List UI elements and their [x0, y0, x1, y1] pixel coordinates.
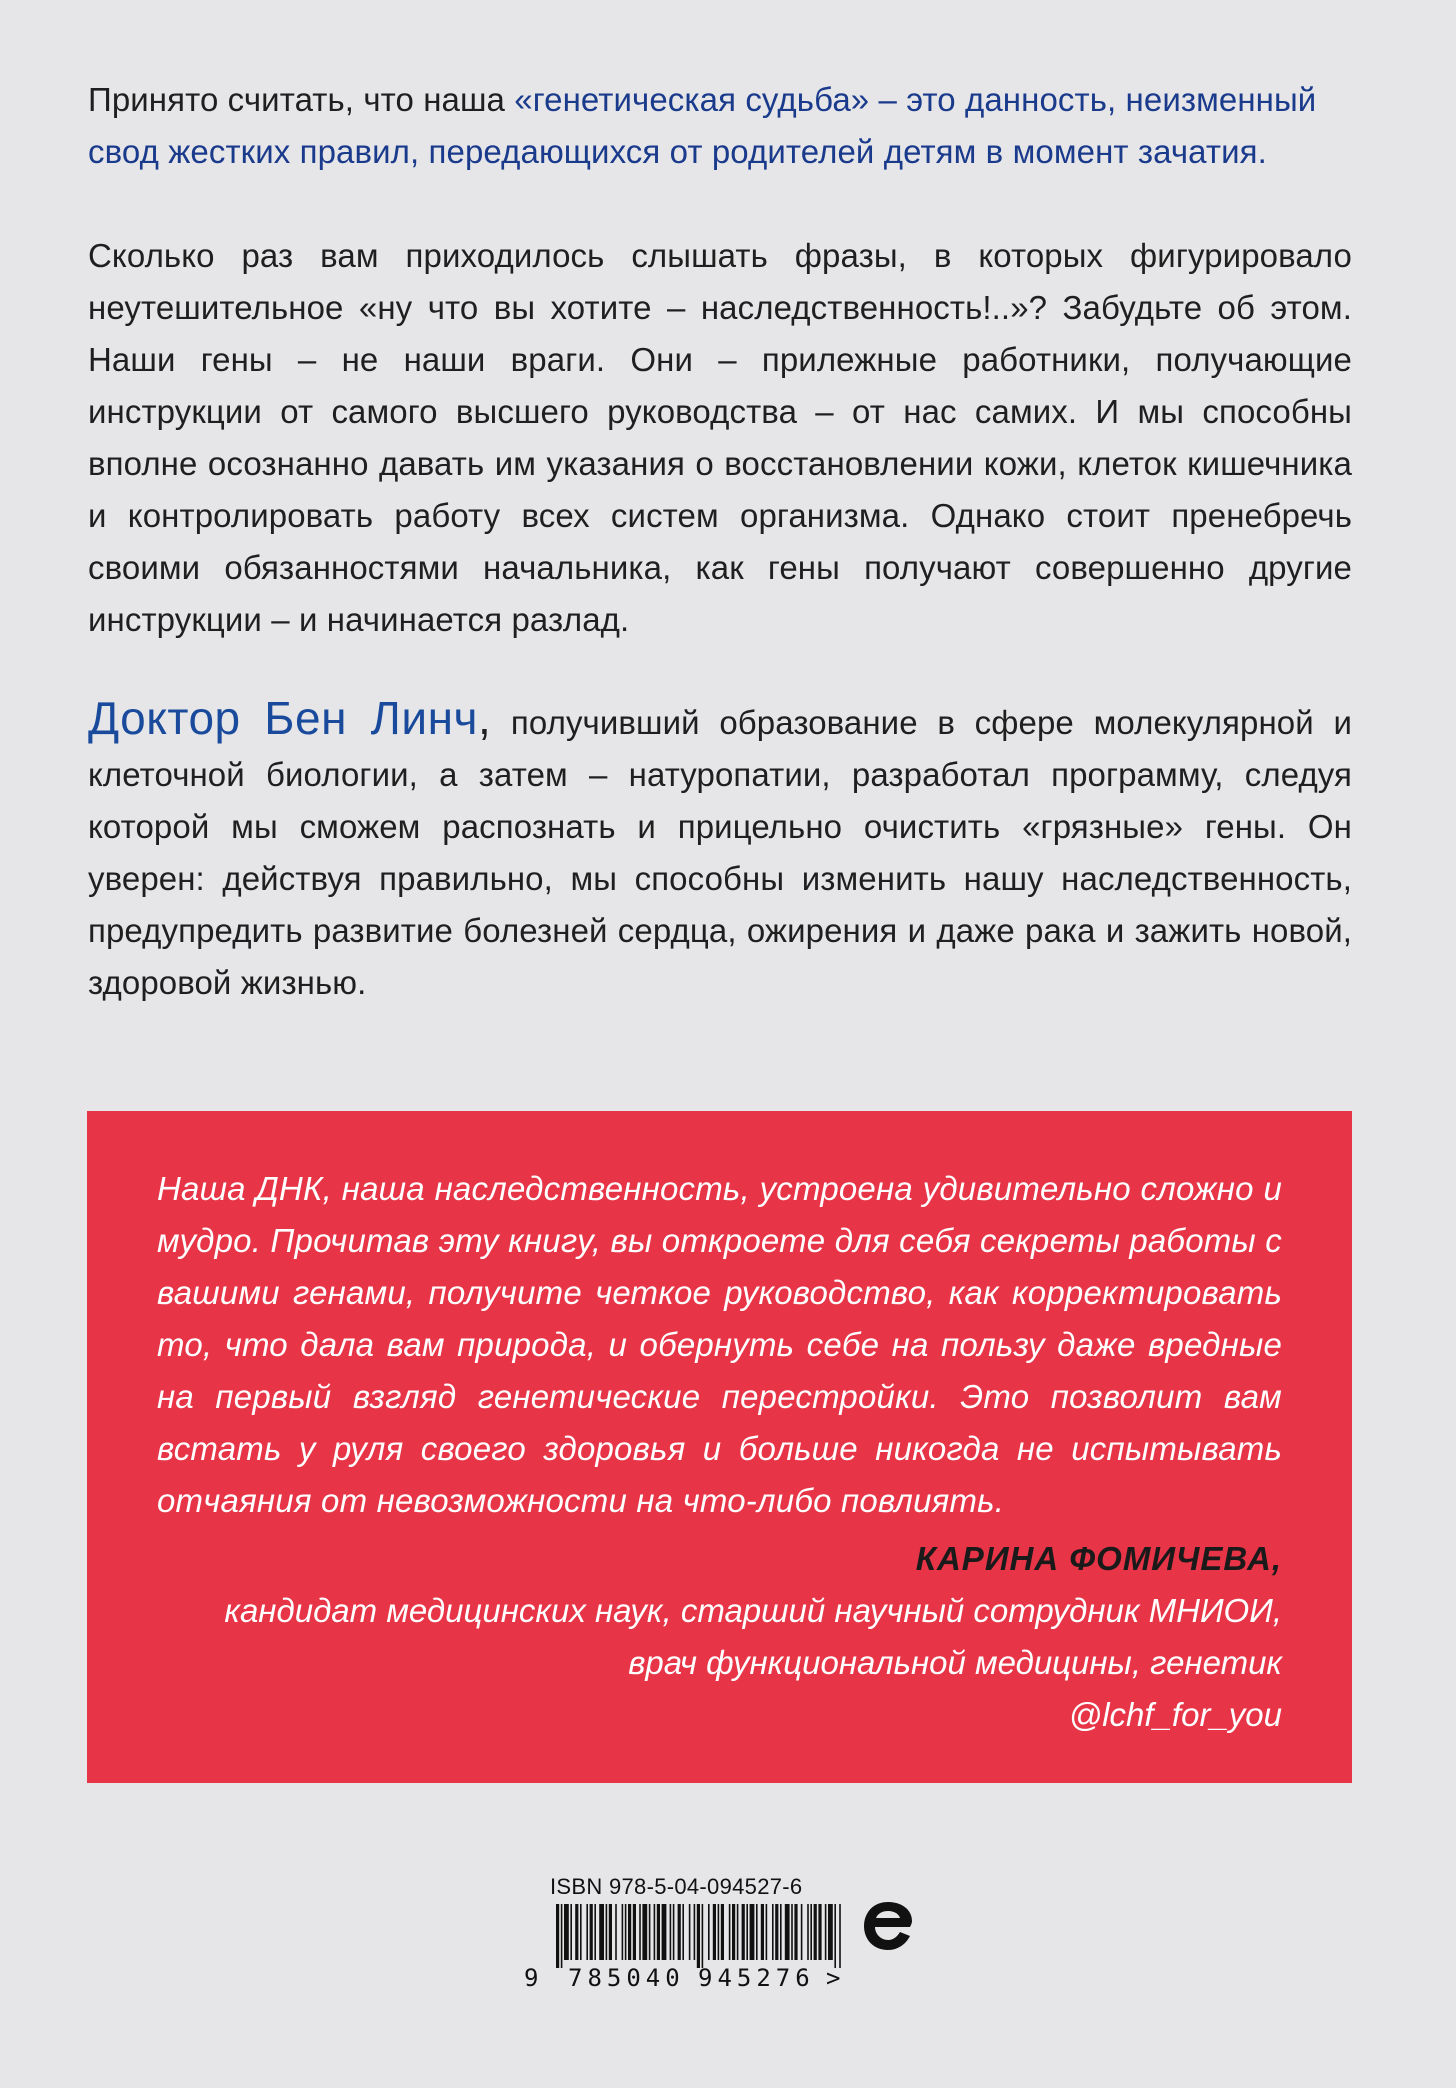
barcode-bar	[649, 1904, 651, 1960]
intro-paragraph	[88, 74, 1352, 178]
eksmo-logo-icon	[858, 1896, 918, 1956]
barcode-bar	[556, 1904, 559, 1968]
barcode-bar	[780, 1904, 782, 1960]
barcode-trail: >	[826, 1964, 841, 1992]
barcode-bar	[729, 1904, 731, 1960]
barcode-bar	[633, 1904, 636, 1960]
barcode-bar	[785, 1904, 790, 1960]
barcode-bar	[839, 1904, 841, 1968]
barcode-bar	[609, 1904, 612, 1960]
barcode-bar	[732, 1904, 735, 1960]
barcode-bar	[761, 1904, 764, 1960]
barcode-bar	[750, 1904, 755, 1960]
barcode-bar	[825, 1904, 827, 1960]
isbn-label: ISBN 978-5-04-094527-6	[550, 1874, 803, 1899]
barcode-bar	[807, 1904, 809, 1960]
barcode-bar	[682, 1904, 684, 1960]
barcode-bar	[606, 1904, 608, 1960]
barcode-bar	[662, 1904, 667, 1960]
barcode-bar	[689, 1904, 691, 1960]
barcode-group-2: 945276	[698, 1964, 815, 1992]
barcode-bar	[622, 1904, 624, 1960]
barcode-bar	[599, 1904, 604, 1960]
barcode-bar	[657, 1904, 660, 1960]
barcode-bar	[670, 1904, 672, 1960]
barcode-bar	[775, 1904, 778, 1960]
barcode-bar	[590, 1904, 593, 1960]
barcode-bar	[746, 1904, 748, 1960]
barcode-bars	[556, 1904, 842, 1968]
barcode-bar	[586, 1904, 588, 1960]
barcode-bar	[801, 1904, 803, 1960]
barcode-bar	[580, 1904, 582, 1960]
barcode-group-1: 785040	[568, 1964, 685, 1992]
barcode-bar	[628, 1904, 631, 1960]
author-description: получивший образование в сфере молекулярной и клеточной биологии, а затем – натуропатии, разработал программу, следуя которой мы сможем распознать и прицельно очистить «грязные» гены. Он уверен: действуя правильно, мы способны изменить нашу наследственность, предупредить развитие болезней сердца, ожирения и даже рака и зажить новой, здоровой жизнью.	[88, 704, 1352, 1001]
barcode-bar	[814, 1904, 817, 1960]
barcode-bar	[742, 1904, 745, 1960]
barcode-bar	[828, 1904, 833, 1960]
endorser-handle: @lchf_for_you	[1068, 1696, 1282, 1733]
barcode-bar	[564, 1904, 569, 1960]
author-name: Доктор Бен Линч	[88, 692, 478, 744]
barcode-bar	[713, 1904, 716, 1960]
barcode-bar	[810, 1904, 812, 1960]
barcode-bar	[639, 1904, 641, 1960]
barcode-bar	[697, 1904, 700, 1968]
body-paragraph-genes: Сколько раз вам приходилось слышать фразы, в которых фигурировало неутешительное «ну что вы хотите – наследственность!..»? Забудьте об этом. Наши гены – не наши враги. Они – прилежные работники, получающие инструкции от самого высшего руководства – от нас самих. И мы способны вполне осознанно давать им указания о восстановлении кожи, клеток кишечника и контролировать работу всех систем организма. Однако стоит пренебречь своими обязанностями начальника, как гены получают совершенно другие инструкции – и начинается разлад.	[88, 237, 1352, 638]
barcode-bar	[561, 1904, 563, 1968]
endorsement-quote-box	[87, 1111, 1352, 1783]
barcode-bar	[772, 1904, 774, 1960]
barcode-bar	[625, 1904, 627, 1960]
barcode-bar	[834, 1904, 836, 1968]
barcode-bar	[737, 1904, 739, 1960]
barcode-bar	[673, 1904, 675, 1960]
barcode-bar	[575, 1904, 578, 1960]
barcode-bar	[694, 1904, 696, 1960]
barcode-bar	[791, 1904, 793, 1960]
barcode-bar	[708, 1904, 710, 1960]
endorser-specialty: врач функциональной медицины, генетик	[628, 1644, 1282, 1681]
intro-highlight: «генетическая судьба» – это данность, неизменный свод жестких правил, передающихся от родителей детям в момент зачатия.	[88, 81, 1317, 170]
endorser-name: КАРИНА ФОМИЧЕВА,	[915, 1540, 1282, 1577]
barcode-bar	[615, 1904, 617, 1960]
barcode-bar	[570, 1904, 572, 1960]
barcode-bar	[766, 1904, 768, 1960]
barcode-bar	[642, 1904, 647, 1960]
body-paragraph-author	[88, 692, 1352, 1009]
barcode-bar	[756, 1904, 758, 1960]
barcode-bar	[818, 1904, 821, 1960]
barcode-bar	[794, 1904, 797, 1960]
isbn-barcode	[520, 1874, 850, 1994]
barcode-bar	[702, 1904, 704, 1968]
barcode-lead-digit: 9	[524, 1964, 539, 1992]
author-comma: ,	[477, 692, 492, 744]
endorser-title: кандидат медицинских наук, старший научный сотрудник МНИОИ,	[224, 1592, 1282, 1629]
barcode-bar	[654, 1904, 656, 1960]
endorsement-quote-text: Наша ДНК, наша наследственность, устроена удивительно сложно и мудро. Прочитав эту книгу, вы откроете для себя секреты работы с вашими генами, получите четкое руководство, как корректировать то, что дала вам природа, и обернуть себе на пользу даже вредные на первый взгляд генетические перестройки. Это позволит вам встать у руля своего здоровья и больше никогда не испытывать отчаяния от невозможности на что-либо повлиять.	[157, 1170, 1282, 1519]
intro-prefix: Принято считать, что наша	[88, 81, 515, 118]
barcode-bar	[721, 1904, 724, 1960]
barcode-bar	[718, 1904, 720, 1960]
barcode-bar	[594, 1904, 596, 1960]
barcode-bar	[678, 1904, 681, 1960]
